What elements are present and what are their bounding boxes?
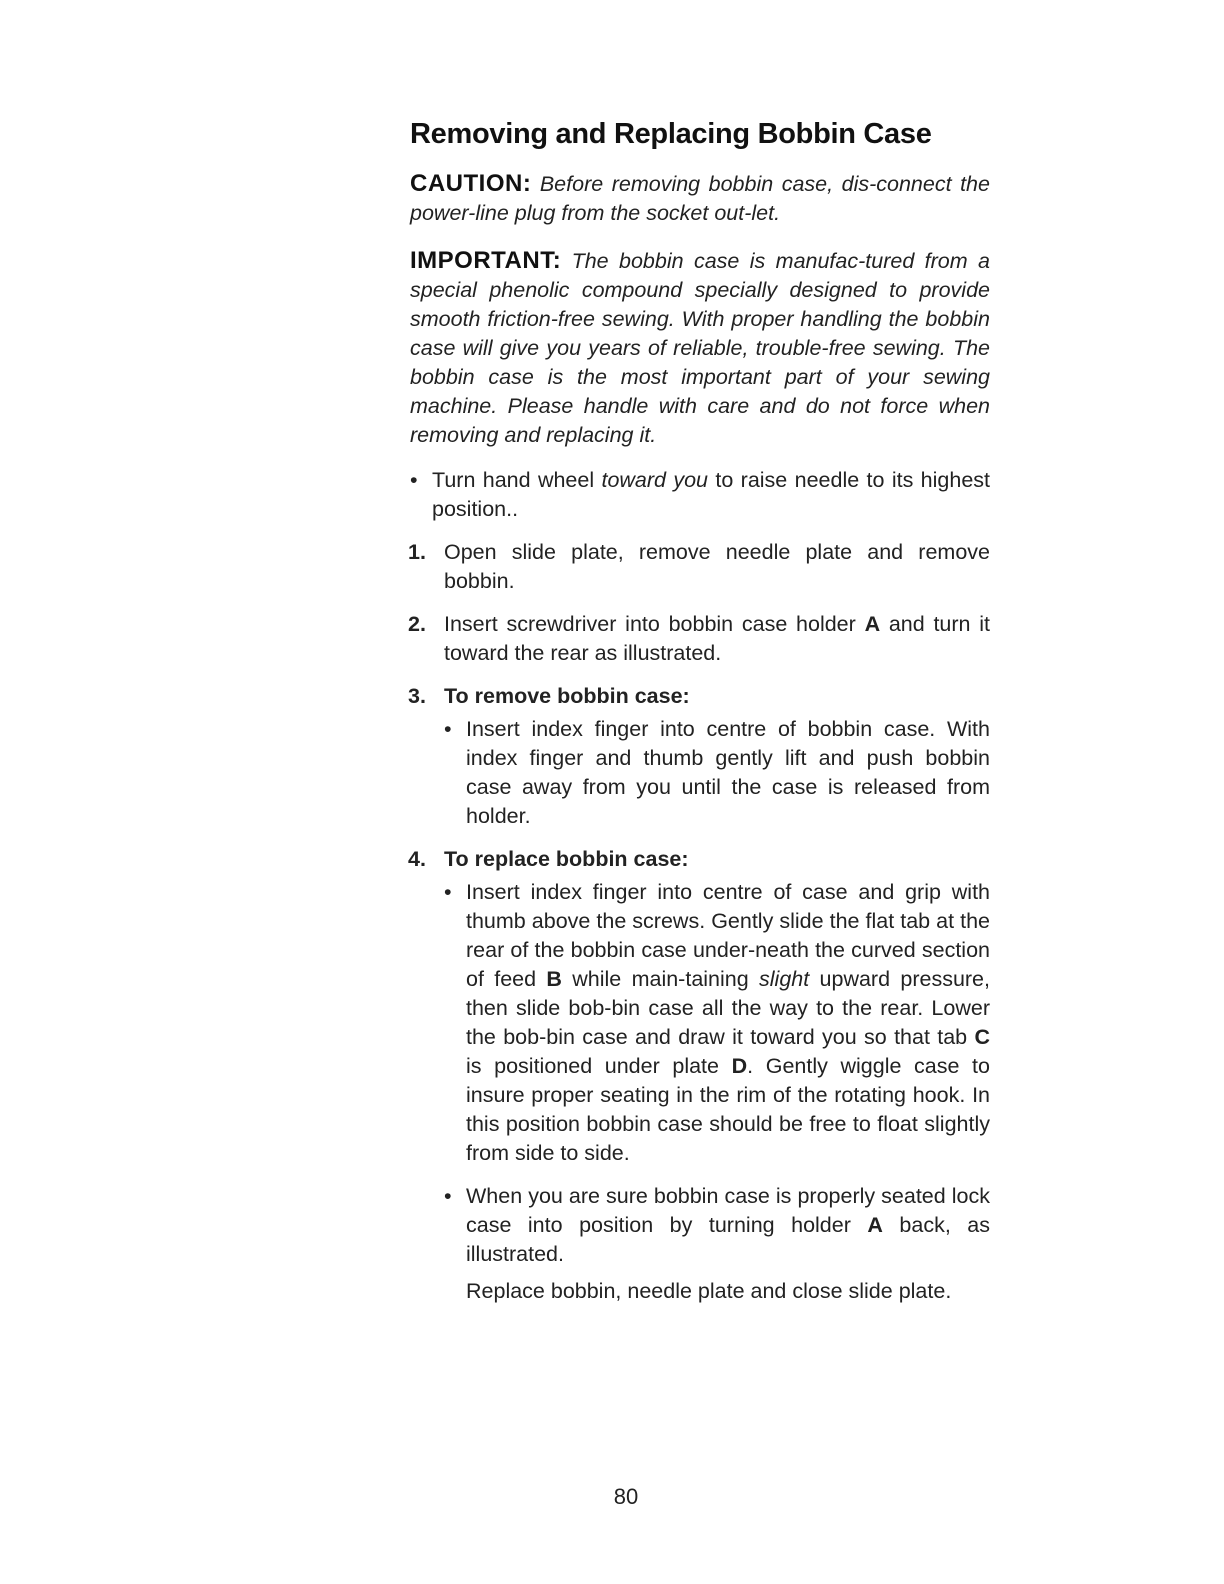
step-bullet	[444, 878, 990, 1168]
bullet-icon: •	[444, 880, 452, 904]
closing-instruction	[444, 1277, 990, 1306]
caution-paragraph	[410, 169, 990, 228]
step-1	[410, 538, 990, 596]
step-bullet-text: Insert index finger into centre of case and grip with thumb above the screws. Gently slide the flat tab at the rear of the bobbin case under-neath the curved section of feed B while main-taining slight upward pressure, then slide bob-bin case all the way to the rear. Lower the bob-bin case and draw it toward you so that tab C is positioned under plate D. Gently wiggle case to insure proper seating in the rim of the rotating hook. In this position bobbin case should be free to float slightly from side to side.	[466, 880, 990, 1165]
bullet-icon: •	[410, 468, 418, 492]
section-title: Removing and Replacing Bobbin Case	[410, 118, 932, 150]
step-4	[410, 845, 990, 1306]
step-bullet	[444, 1182, 990, 1269]
step-text: Insert screwdriver into bobbin case holder A and turn it toward the rear as illustrated.	[444, 612, 990, 665]
caution-text: Before removing bobbin case, dis-connect the power-line plug from the socket out-let.	[410, 172, 990, 225]
important-label: IMPORTANT:	[410, 247, 562, 274]
bullet-icon: •	[444, 1184, 452, 1208]
step-2	[410, 610, 990, 668]
important-paragraph	[410, 246, 990, 450]
manual-section	[410, 118, 990, 1306]
bullet-icon: •	[444, 717, 452, 741]
step-number: 2.	[408, 612, 426, 636]
intro-bullet-text: Turn hand wheel toward you to raise needle to its highest position..	[432, 468, 990, 521]
caution-label: CAUTION:	[410, 170, 532, 197]
step-text: Open slide plate, remove needle plate and remove bobbin.	[444, 540, 990, 593]
step-number: 4.	[408, 847, 426, 871]
closing-text: Replace bobbin, needle plate and close slide plate.	[466, 1279, 952, 1303]
step-3	[410, 682, 990, 831]
page-number: 80	[613, 1484, 639, 1509]
step-bullet-text: When you are sure bobbin case is properly seated lock case into position by turning holder A back, as illustrated.	[466, 1184, 990, 1266]
important-text: The bobbin case is manufac-tured from a special phenolic compound specially designed to provide smooth friction-free sewing. With proper handling the bobbin case will give you years of reliable, trouble-free sewing. The bobbin case is the most important part of your sewing machine. Please handle with care and do not force when removing and replacing it.	[410, 249, 990, 447]
step-bullet-text: Insert index finger into centre of bobbin case. With index finger and thumb gently lift and push bobbin case away from you until the case is released from holder.	[466, 717, 990, 828]
step-number: 3.	[408, 684, 426, 708]
step-heading: To remove bobbin case:	[444, 684, 690, 708]
step-number: 1.	[408, 540, 426, 564]
step-bullet	[444, 715, 990, 831]
step-heading: To replace bobbin case:	[444, 847, 689, 871]
intro-bullet	[410, 466, 990, 524]
